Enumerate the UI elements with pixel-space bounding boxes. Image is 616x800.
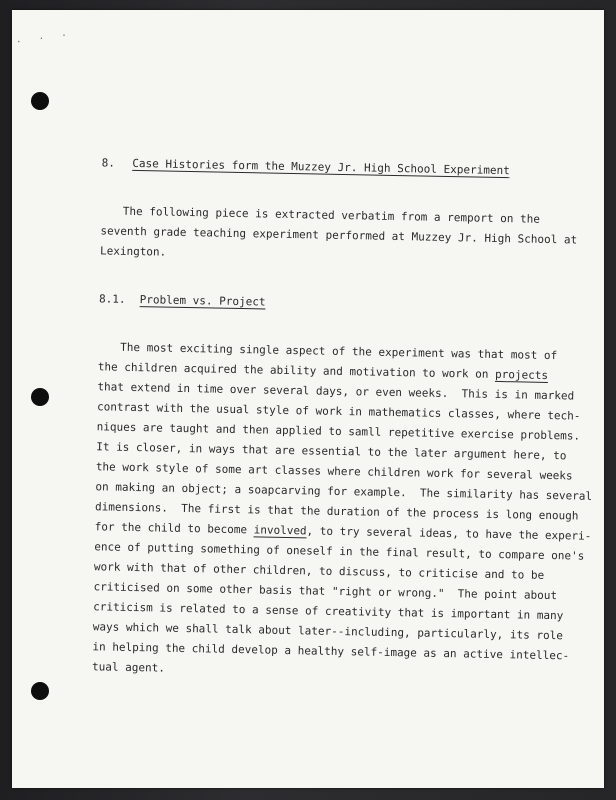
emphasis-projects: projects	[494, 367, 549, 382]
body-line: niques are taught and then applied to samll repetitive exercise problems.	[96, 420, 581, 443]
emphasis-involved: involved	[253, 523, 307, 538]
section-8-1-number: 8.1.	[98, 292, 126, 306]
body-line: on making an object; a soapcarving for example. The similarity has several	[95, 480, 593, 503]
section-8-1-title: Problem vs. Project	[139, 293, 266, 309]
body-line: contrast with the usual style of work in mathematics classes, where tech-	[96, 400, 581, 423]
section-8-number: 8.	[101, 156, 116, 170]
body-line: in helping the child develop a healthy self-image as an active intellec-	[92, 640, 570, 663]
punch-hole-bottom	[31, 682, 49, 700]
body-line: ence of putting something of oneself in the final result, to compare one's	[94, 540, 585, 563]
punch-hole-top	[31, 92, 49, 110]
body-line: The most exciting single aspect of the experiment was that most of	[120, 340, 558, 363]
section-8-title: Case Histories form the Muzzey Jr. High School Experiment	[132, 156, 510, 178]
body-line: criticism is related to a sense of creativity that is important in many	[93, 600, 564, 623]
intro-line: seventh grade teaching experiment performed at Muzzey Jr. High School at	[100, 224, 578, 247]
body-line: work with that of other children, to discuss, to criticise and to be	[93, 560, 545, 582]
margin-specks: · · ·	[15, 30, 74, 48]
intro-line: The following piece is extracted verbatim from a remport on the	[122, 204, 541, 226]
body-line: that extend in time over several days, or even weeks. This is in marked	[97, 380, 575, 403]
body-line: tual agent.	[91, 660, 166, 675]
intro-line: Lexington.	[99, 244, 167, 259]
body-text: the children acquired the ability and motivation to work on	[97, 360, 496, 381]
body-line: criticised on some other basis that "right or wrong." The point about	[93, 580, 558, 603]
body-line: dimensions. The first is that the duration of the process is long enough	[94, 500, 579, 523]
body-text: for the child to become	[94, 520, 254, 537]
body-line: It is closer, in ways that are essential to the later argument here, to	[96, 440, 567, 463]
body-line: ways which we shall talk about later--including, particularly, its role	[92, 620, 564, 643]
body-line: the work style of some art classes where children work for several weeks	[95, 460, 573, 483]
punch-hole-middle	[31, 388, 49, 406]
body-text: , to try several ideas, to have the experi-	[306, 524, 592, 543]
